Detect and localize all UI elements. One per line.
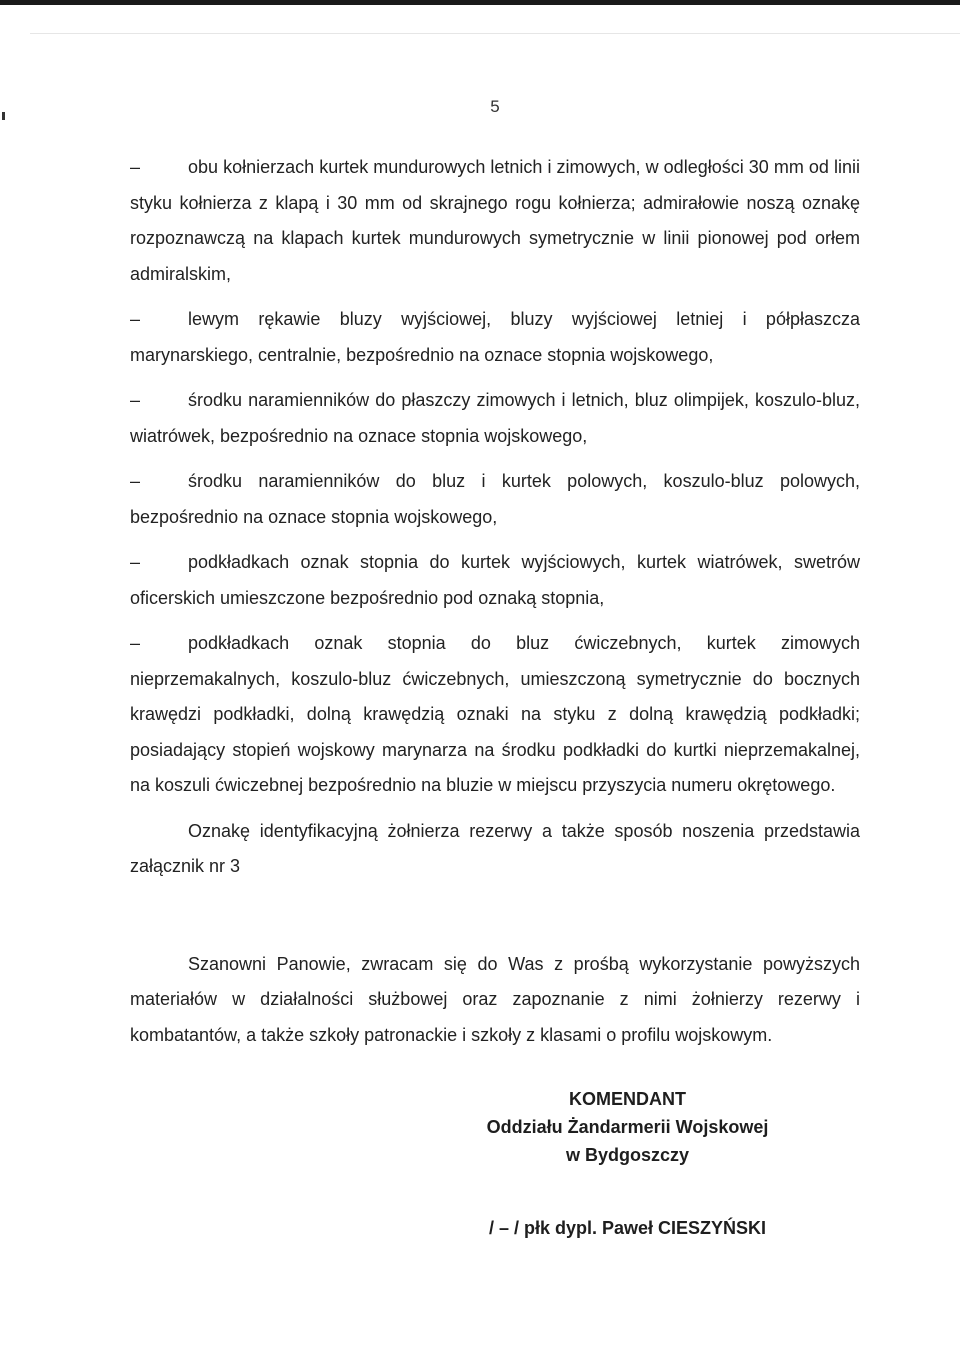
closing-paragraph: Szanowni Panowie, zwracam się do Was z prośbą wykorzystanie powyższych materiałów w działalności służbowej oraz zapoznanie z nimi żołnierzy rezerwy i kombatantów, a także szkoły patronackie i szkoły z klasami o profilu wojskowym.	[130, 953, 860, 1045]
list-item-text: podkładkach oznak stopnia do kurtek wyjściowych, kurtek wiatrówek, swetrów oficerskich umieszczone bezpośrednio pod oznaką stopnia,	[130, 552, 860, 608]
list-item-text: obu kołnierzach kurtek mundurowych letnich i zimowych, w odległości 30 mm od linii styku kołnierza z klapą i 30 mm od skrajnego rogu kołnierza; admirałowie noszą oznakę rozpoznawczą na klapach kurtek mundurowych symetrycznie w linii pionowej pod orłem admiralskim,	[130, 157, 860, 284]
signer-name: / – / płk dypl. Paweł CIESZYŃSKI	[488, 1218, 767, 1238]
list-dash: –	[130, 552, 141, 572]
signature-title: KOMENDANT	[569, 1089, 686, 1109]
list-item-text: środku naramienników do płaszczy zimowych i letnich, bluz olimpijek, koszulo-bluz, wiatrówek, bezpośrednio na oznace stopnia wojskowego,	[130, 390, 860, 446]
list-dash: –	[130, 471, 141, 491]
list-item	[130, 545, 860, 616]
list-item	[130, 302, 860, 373]
signature-unit: Oddziału Żandarmerii Wojskowej	[486, 1117, 769, 1137]
scan-fold-line	[30, 33, 960, 34]
attachment-paragraph: Oznakę identyfikacyjną żołnierza rezerwy a także sposób noszenia przedstawia załącznik nr 3	[130, 820, 860, 876]
scan-top-edge	[0, 0, 960, 5]
list-item	[130, 383, 860, 454]
list-item-text: podkładkach oznak stopnia do bluz ćwiczebnych, kurtek zimowych nieprzemakalnych, koszulo-bluz ćwiczebnych, umieszczoną symetrycznie do bocznych krawędzi podkładki, dolną krawędzią oznaki na styku z dolną krawędzią podkładki; posiadający stopień wojskowy marynarza na środku podkładki do kurtki nieprzemakalnej, na koszuli ćwiczebnej bezpośrednio na bluzie w miejscu przyszycia numeru okrętowego.	[130, 633, 860, 795]
list-dash: –	[130, 309, 141, 329]
list-item	[130, 464, 860, 535]
page-number: 5	[490, 97, 500, 116]
list-item	[130, 626, 860, 804]
list-item	[130, 150, 860, 292]
letter-body	[130, 150, 860, 1053]
list-item-text: lewym rękawie bluzy wyjściowej, bluzy wyjściowej letniej i półpłaszcza marynarskiego, centralnie, bezpośrednio na oznace stopnia wojskowego,	[130, 309, 860, 365]
list-item-text: środku naramienników do bluz i kurtek polowych, koszulo-bluz polowych, bezpośrednio na oznace stopnia wojskowego,	[130, 471, 860, 527]
signature-block	[440, 1085, 815, 1169]
list-dash: –	[130, 633, 141, 653]
list-dash: –	[130, 157, 141, 177]
list-dash: –	[130, 390, 141, 410]
signature-city: w Bydgoszczy	[565, 1145, 690, 1165]
